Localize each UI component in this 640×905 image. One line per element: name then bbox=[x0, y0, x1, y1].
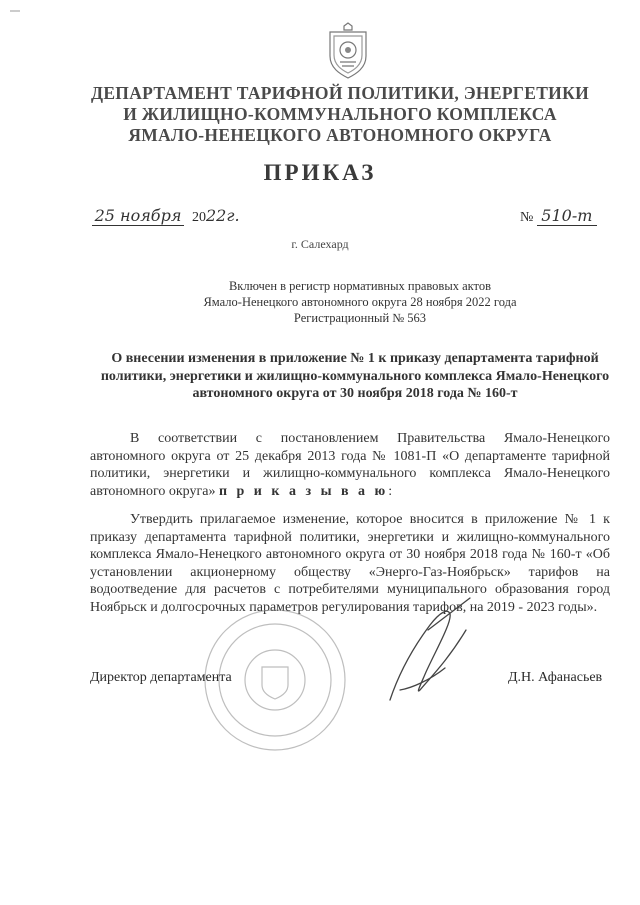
department-line: И ЖИЛИЩНО-КОММУНАЛЬНОГО КОМПЛЕКСА bbox=[123, 104, 557, 124]
order-date bbox=[92, 206, 240, 226]
order-date-year-prefix: 20 bbox=[192, 210, 206, 225]
coat-of-arms-icon bbox=[322, 22, 374, 80]
scan-mark-icon bbox=[10, 6, 20, 12]
department-line: ЯМАЛО-НЕНЕЦКОГО АВТОНОМНОГО ОКРУГА bbox=[128, 125, 552, 145]
department-name bbox=[60, 83, 620, 146]
order-paragraph: Утвердить прилагаемое изменение, которое вносится в приложение № 1 к приказу департамента тарифной политики, энергетики и жилищно-коммунального комплекса Ямало-Ненецкого автономного округа от 30 ноября 2018 года № 160-т «Об установлении акционерному обществу «Энерго-Газ-Ноябрьск» тарифов на водоотведение для расчетов с потребителями муниципального образования город Ноябрьск и долгосрочных параметров регулирования тарифов, на 2019 - 2023 годы». bbox=[90, 512, 610, 615]
order-date-day-month: 25 ноября bbox=[92, 206, 184, 226]
order-title: ПРИКАЗ bbox=[263, 160, 377, 185]
order-number-value: 510-т bbox=[537, 206, 597, 226]
preamble-text: В соответствии с постановлением Правительства Ямало-Ненецкого автономного округа от 25 декабря 2013 года № 1081-П «О департаменте тарифной политики, энергетики и жилищно-коммунального комплекса Ямало-Ненецкого автономного округа» bbox=[90, 431, 610, 499]
order-subject: О внесении изменения в приложение № 1 к приказу департамента тарифной политики, энергетики и жилищно-коммунального комплекса Ямало-Ненецкого автономного округа от 30 ноября 2018 года № 160-т bbox=[100, 351, 610, 401]
order-date-year-suffix: 22г. bbox=[206, 206, 240, 225]
preamble-end: : bbox=[388, 483, 393, 499]
registration-note bbox=[140, 278, 580, 326]
order-city: г. Салехард bbox=[291, 237, 349, 251]
order-command: п р и к а з ы в а ю bbox=[218, 483, 389, 499]
signatory-title: Директор департамента bbox=[90, 670, 232, 685]
registration-line: Включен в регистр нормативных правовых актов bbox=[228, 279, 492, 293]
order-number-prefix: № bbox=[520, 210, 534, 225]
department-line: ДЕПАРТАМЕНТ ТАРИФНОЙ ПОЛИТИКИ, ЭНЕРГЕТИКИ bbox=[90, 83, 589, 103]
registration-line: Регистрационный № 563 bbox=[293, 311, 427, 325]
registration-line: Ямало-Ненецкого автономного округа 28 ноября 2022 года bbox=[203, 295, 517, 309]
signatory-name: Д.Н. Афанасьев bbox=[508, 670, 603, 685]
handwritten-signature-icon bbox=[370, 590, 480, 710]
order-number bbox=[520, 206, 597, 226]
preamble-paragraph bbox=[90, 430, 610, 500]
